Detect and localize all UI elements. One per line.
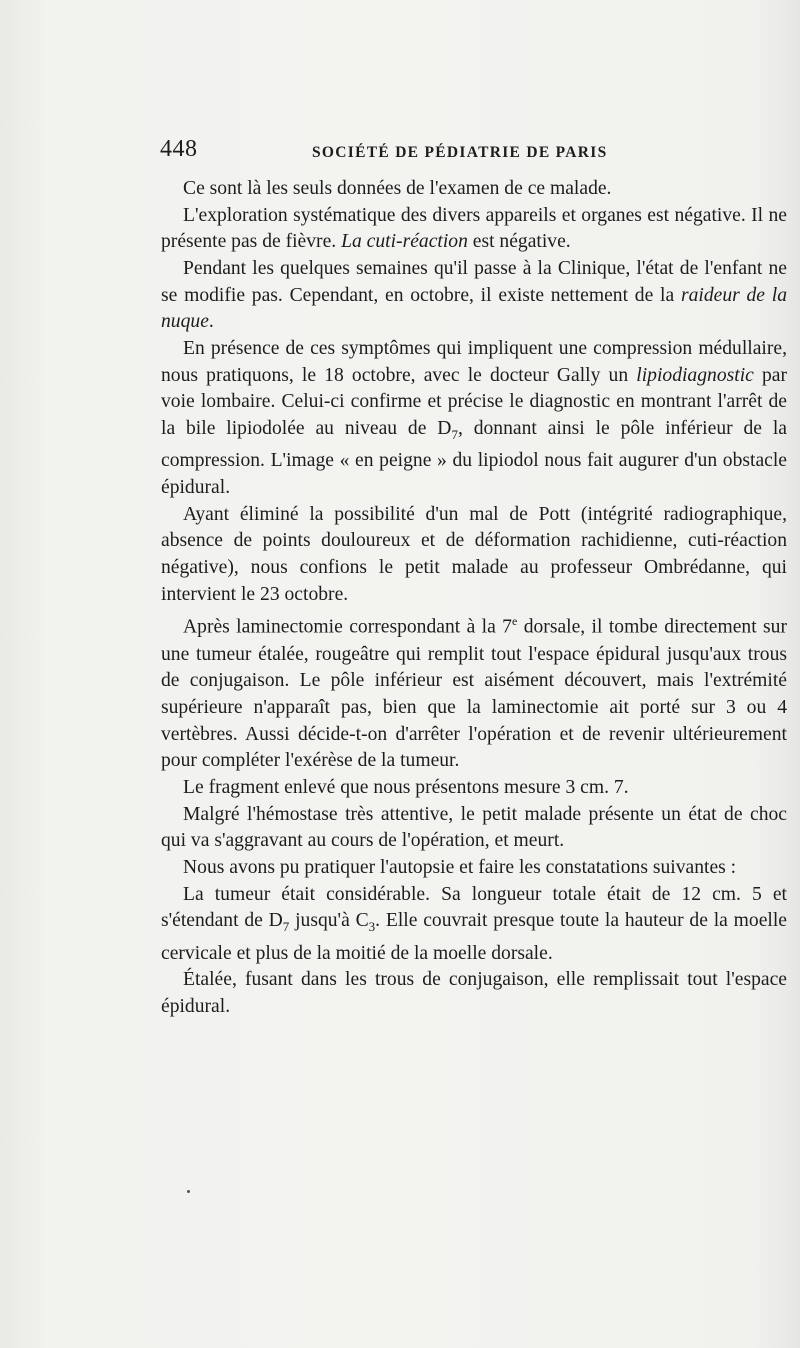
emphasis-text: lipiodiagnostic xyxy=(636,364,754,386)
superscript: e xyxy=(511,614,518,629)
paragraph xyxy=(161,802,787,855)
paragraph xyxy=(161,203,787,256)
paragraph xyxy=(161,967,787,1020)
paragraph xyxy=(161,855,787,882)
text-run: Pendant les quelques semaines qu'il passe à la Clinique, l'état de l'enfant ne se modifie pas. Cependant, en octobre, il existe nettement de la xyxy=(161,257,787,306)
text-run: par voie lombaire. Celui-ci confirme et précise le diagnostic en montrant l'arrêt de la bile lipiodolée au niveau de D xyxy=(161,364,787,439)
text-run: Malgré l'hémostase très attentive, le petit malade présente un état de choc qui va s'aggravant au cours de l'opération, et meurt. xyxy=(161,803,787,852)
paragraph xyxy=(161,502,787,609)
emphasis-text: La cuti-réaction xyxy=(341,231,468,253)
text-run: , donnant ainsi le pôle inférieur de la compression. L'image « en peigne » du lipiodol nous fait augurer d'un obstacle épidural. xyxy=(161,417,788,499)
page-header xyxy=(160,136,615,170)
paragraph xyxy=(161,608,787,774)
text-run: Ayant éliminé la possibilité d'un mal de Pott (intégrité radiographique, absence de points douloureux et de déformation rachidienne, cuti-réaction négative), nous confions le petit malade au professeur Ombrédanne, qui intervient le 23 octobre. xyxy=(161,503,787,605)
text-run: En présence de ces symptômes qui impliquent une compression médullaire, nous pratiquons, le 18 octobre, avec le docteur Gally un xyxy=(161,337,787,386)
page-number: 448 xyxy=(160,136,198,162)
emphasis-text: raideur de la nuque xyxy=(161,284,788,333)
paragraph xyxy=(161,176,787,203)
paragraph xyxy=(161,256,787,336)
text-run: jusqu'à C xyxy=(289,910,369,932)
text-run: Nous avons pu pratiquer l'autopsie et faire les constatations suivantes : xyxy=(183,856,737,878)
text-run: est négative. xyxy=(467,231,571,253)
paragraph xyxy=(161,775,787,802)
text-run: L'exploration systématique des divers appareils et organes est négative. Il ne présente pas de fièvre. xyxy=(161,204,787,253)
subscript: 7 xyxy=(282,919,290,935)
subscript: 7 xyxy=(451,426,458,442)
subscript: 3 xyxy=(368,919,376,935)
body-text xyxy=(161,176,787,1021)
paragraph xyxy=(161,882,787,968)
text-run: Le fragment enlevé que nous présentons mesure 3 cm. 7. xyxy=(183,776,629,798)
text-run: Ce sont là les seuls données de l'examen de ce malade. xyxy=(183,178,612,199)
print-speck xyxy=(187,1190,190,1193)
running-title: SOCIÉTÉ DE PÉDIATRIE DE PARIS xyxy=(312,144,608,161)
text-run: . Elle couvrait presque toute la hauteur de la moelle cervicale et plus de la moitié de la moelle dorsale. xyxy=(161,910,787,964)
text-run: Après laminectomie correspondant à la 7 xyxy=(183,616,512,638)
text-run: dorsale, il tombe directement sur une tumeur étalée, rougeâtre qui remplit tout l'espace épidural jusqu'aux trous de conjugaison. Le pôle inférieur est aisément découvert, mais l'extrémité supérieure n'apparaît pas, bien que la laminectomie ait porté sur 3 ou 4 vertèbres. Aussi décide-t-on d'arrêter l'opération et de revenir ultérieurement pour compléter l'exérèse de la tumeur. xyxy=(161,616,787,772)
text-run: La tumeur était considérable. Sa longueur totale était de 12 cm. 5 et s'étendant de D xyxy=(161,883,787,932)
paragraph xyxy=(161,336,787,502)
text-run: Étalée, fusant dans les trous de conjugaison, elle remplissait tout l'espace épidural. xyxy=(161,969,787,1018)
text-run: . xyxy=(208,311,214,333)
